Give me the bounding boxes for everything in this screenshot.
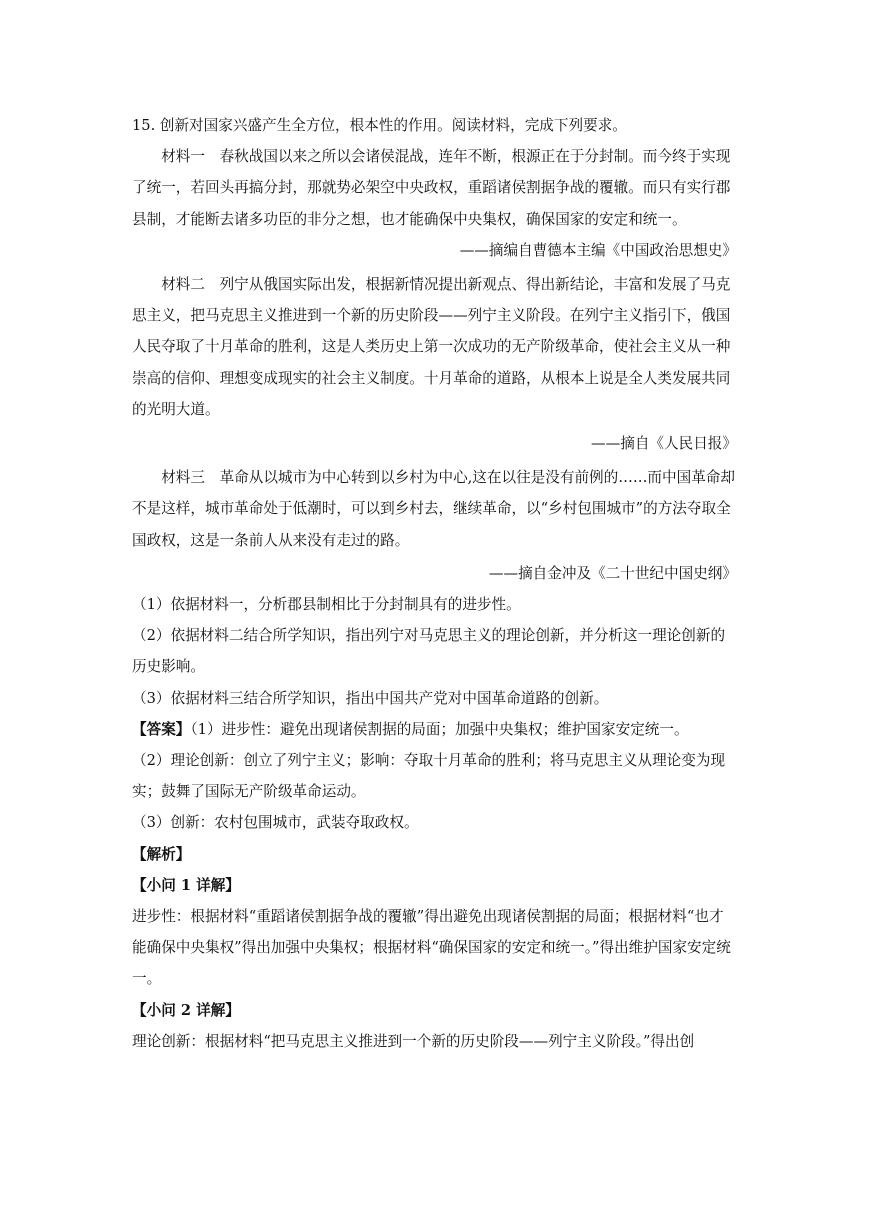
material-2-text: 材料二 列宁从俄国实际出发，根据新情况提出新观点、得出新结论，丰富和发展了马克思主义，把马克思主义推进到一个新的历史阶段——列宁主义阶段。在列宁主义指引下，俄国人民夺取了十月革命的胜利，这是人类历史上第一次成功的无产阶级革命，使社会主义从一种崇高的信仰、理想变成现实的社会主义制度。十月革命的道路，从根本上说是全人类发展共同的光明大道。 xyxy=(132,276,731,418)
subquestion-2: （2）依据材料二结合所学知识，指出列宁对马克思主义的理论创新，并分析这一理论创新的历史影响。 xyxy=(132,627,726,676)
answer-line-1-text: （1）进步性：避免出现诸侯割据的局面；加强中央集权；维护国家安定统一。 xyxy=(190,720,689,738)
material-1-text: 材料一 春秋战国以来之所以会诸侯混战，连年不断，根源正在于分封制。而今终于实现了统一，若回头再搞分封，那就势必架空中央政权，重蹈诸侯割据争战的覆辙。而只有实行郡县制，才能断去诸多功臣的非分之想，也才能确保中央集权，确保国家的安定和统一。 xyxy=(132,148,731,228)
answer-line-3: （3）创新：农村包围城市，武装夺取政权。 xyxy=(132,814,419,832)
material-3-source: ——摘自金冲及《二十世纪中国史纲》 xyxy=(488,564,737,582)
analysis-sub1-text: 进步性：根据材料“重蹈诸侯割据争战的覆辙”得出避免出现诸侯割据的局面；根据材料“也才能确保中央集权”得出加强中央集权；根据材料“确保国家的安定和统一。”得出维护国家安定统一。 xyxy=(132,908,731,988)
analysis-sub1-label: 【小问 1 详解】 xyxy=(132,876,240,894)
answer-label: 【答案】 xyxy=(132,720,191,738)
answer-line-1 xyxy=(132,714,737,745)
material-2-source: ——摘自《人民日报》 xyxy=(591,435,737,453)
analysis-label: 【解析】 xyxy=(132,845,191,863)
analysis-sub2-text: 理论创新：根据材料“把马克思主义推进到一个新的历史阶段——列宁主义阶段。”得出创 xyxy=(132,1032,695,1050)
answer-line-2: （2）理论创新：创立了列宁主义；影响：夺取十月革命的胜利；将马克思主义从理论变为现实；鼓舞了国际无产阶级革命运动。 xyxy=(132,752,726,801)
subquestion-1: （1）依据材料一，分析郡县制相比于分封制具有的进步性。 xyxy=(132,596,521,614)
question-stem: 15. 创新对国家兴盛产生全方位，根本性的作用。阅读材料，完成下列要求。 xyxy=(132,117,627,134)
material-1-source: ——摘编自曹德本主编《中国政治思想史》 xyxy=(459,241,737,259)
analysis-sub2-label: 【小问 2 详解】 xyxy=(132,1001,240,1019)
material-3-text: 材料三 革命从以城市为中心转到以乡村为中心,这在以往是没有前例的……而中国革命却不是这样，城市革命处于低潮时，可以到乡村去，继续革命，以“乡村包围城市”的方法夺取全国政权，这是一条前人从来没有走过的路。 xyxy=(132,469,735,549)
subquestion-3: （3）依据材料三结合所学知识，指出中国共产党对中国革命道路的创新。 xyxy=(132,689,609,707)
